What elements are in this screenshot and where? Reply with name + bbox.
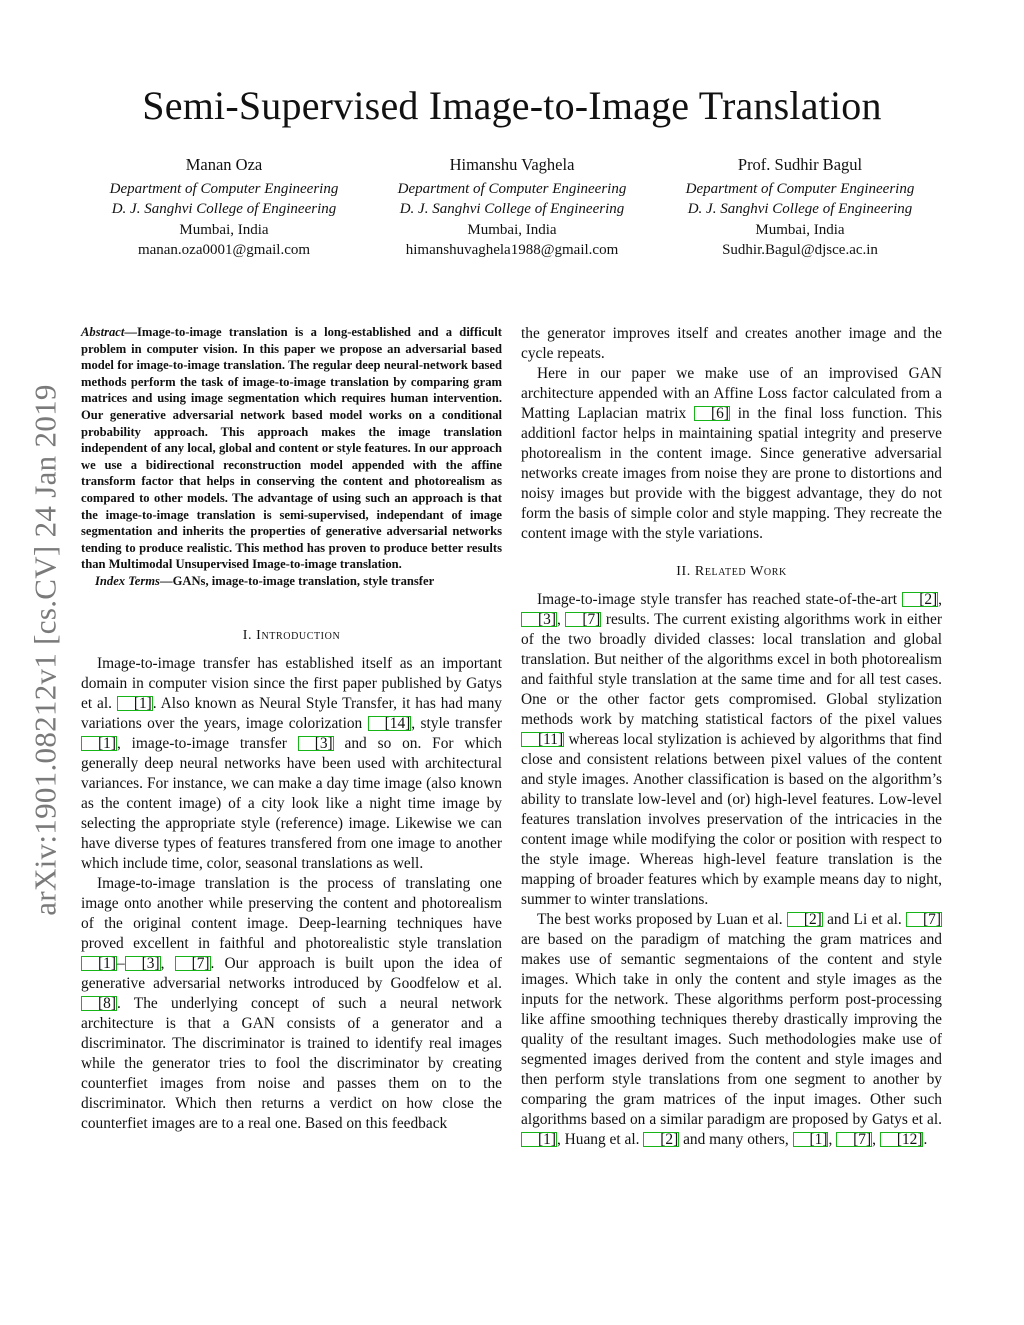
citation-link[interactable]: [7] xyxy=(175,956,211,971)
author-department: Department of Computer Engineering xyxy=(397,180,627,197)
author-department: Department of Computer Engineering xyxy=(685,180,915,197)
section-heading-related-work: II. Related Work xyxy=(676,564,787,579)
author-city: Mumbai, India xyxy=(755,221,845,238)
citation-link[interactable]: [7] xyxy=(906,912,942,927)
author-2 xyxy=(368,155,656,261)
text-run: Here in our paper we make use of an improvised GAN architecture appended with an Affine Loss factor calculated from a Matting Laplacian matrix xyxy=(521,365,942,422)
abstract-text: Image-to-image translation is a long-established and a difficult problem in computer vision. In this paper we propose an adversarial based model for image-to-image translation. The regular deep neural-network based methods perform the task of image-to-image translation by comparing gram matrices and using image segmentation which requires human intervention. Our generative adversarial network based model works on a conditional probability approach. This approach makes the image translation independent of any local, global and content or style features. In our approach we use a bidirectional reconstruction model appended with the affine transform factor that helps in conserving the content and photorealism as compared to other models. The advantage of using such an approach is that the image-to-image translation is semi-supervised, independant of image segmentation and inherits the properties of generative adversarial networks tending to produce realistic. This method has proven to produce better results than Multimodal Unsupervised Image-to-image translation. xyxy=(81,325,502,572)
intro-paragraph-1 xyxy=(81,654,502,874)
intro-paragraph-2-continued: the generator improves itself and creates another image and the cycle repeats. xyxy=(521,325,942,362)
author-email: manan.oza0001@gmail.com xyxy=(137,242,311,258)
citation-link[interactable]: [1] xyxy=(81,956,117,971)
text-run: Image-to-image translation is the process of translating one image onto another while preserving the content and photorealism of the original content image. Deep-learning techniques have proved excellent in faithful and photorealistic style translation xyxy=(81,874,502,952)
citation-link[interactable]: [3] xyxy=(298,736,334,751)
text-run: , xyxy=(828,1131,837,1148)
text-run: Image-to-image style transfer has reached state-of-the-art xyxy=(537,591,903,608)
citation-link[interactable]: [3] xyxy=(125,956,161,971)
citation-link[interactable]: [14] xyxy=(368,716,412,731)
author-name: Manan Oza xyxy=(185,155,263,174)
text-run: , xyxy=(938,591,942,608)
author-college: D. J. Sanghvi College of Engineering xyxy=(111,201,337,217)
citation-link[interactable]: [8] xyxy=(81,996,117,1011)
abstract xyxy=(81,324,502,573)
text-run: . Our approach is built upon the idea of generative adversarial networks introduced by Goodfelow et al. xyxy=(81,954,502,992)
citation-link[interactable]: [2] xyxy=(902,592,938,607)
citation-link[interactable]: [6] xyxy=(694,406,730,421)
citation-link[interactable]: [11] xyxy=(521,732,564,747)
text-run: , xyxy=(160,954,175,972)
intro-paragraph-3 xyxy=(521,364,942,544)
author-block xyxy=(80,155,944,261)
citation-link[interactable]: [2] xyxy=(787,912,823,927)
index-terms-dash: — xyxy=(159,573,173,588)
text-run: in the final loss function. This additionl factor helps in maintaining spatial integrity and preserve photorealism in the content image. Since generative adversarial networks create images from noise they are prone to distortions and noisy images but provide with the biggest advantage, they do not form the basis of simple color and style mapping. They recreate the content image with the style variations. xyxy=(521,405,942,542)
abstract-label: Abstract xyxy=(81,325,125,339)
text-run: . Also known as Neural Style Transfer, it has had many variations over the years, image colorization xyxy=(81,694,502,732)
text-run: Image-to-image transfer has established itself as an important domain in computer vision since the first paper published by Gatys et al. xyxy=(81,654,502,712)
citation-link[interactable]: [1] xyxy=(81,736,117,751)
text-run: and Li et al. xyxy=(822,911,907,928)
author-1 xyxy=(80,155,368,261)
text-run: , xyxy=(872,1131,880,1148)
citation-link[interactable]: [7] xyxy=(565,612,601,627)
text-run: , Huang et al. xyxy=(556,1131,644,1148)
citation-link[interactable]: [2] xyxy=(643,1132,679,1147)
text-run: and many others, xyxy=(679,1131,793,1148)
related-paragraph-1 xyxy=(521,590,942,910)
arxiv-identifier xyxy=(16,350,76,950)
text-run: – xyxy=(116,954,125,972)
abstract-dash: — xyxy=(124,325,137,339)
author-department: Department of Computer Engineering xyxy=(109,180,339,197)
author-city: Mumbai, India xyxy=(179,221,269,238)
author-email: Sudhir.Bagul@djsce.ac.in xyxy=(722,242,878,258)
text-run: , image-to-image transfer xyxy=(116,734,298,752)
text-run: are based on the paradigm of matching the gram matrices and makes use of semantic segmentaions of the content and style images. Which take in only the content and style images as the inputs for the network. These algorithms perform post-processing like affine smoothing techniques thereby drastically improving the quality of the resultant images. Such methodologies make use of segmented images derived from the content and style images and then perform style translations from one segment to another by comparing the gram matrices of the input images. Other such algorithms based on a similar paradigm are proposed by Gatys et al. xyxy=(521,931,942,1128)
text-run: . xyxy=(923,1131,928,1148)
text-run: , style transfer xyxy=(411,714,502,732)
author-college: D. J. Sanghvi College of Engineering xyxy=(399,201,625,217)
citation-link[interactable]: [1] xyxy=(117,696,153,711)
citation-link[interactable]: [1] xyxy=(521,1132,557,1147)
right-column xyxy=(521,324,942,1150)
author-college: D. J. Sanghvi College of Engineering xyxy=(687,201,913,217)
index-terms-text: GANs, image-to-image translation, style transfer xyxy=(172,573,435,588)
intro-paragraph-2 xyxy=(81,874,502,1134)
text-run: , xyxy=(556,611,566,628)
citation-link[interactable]: [3] xyxy=(521,612,557,627)
author-city: Mumbai, India xyxy=(467,221,557,238)
arxiv-identifier-text: arXiv:1901.08212v1 [cs.CV] 24 Jan 2019 xyxy=(28,384,64,916)
text-run: and so on. For which generally deep neural networks have been used with architectural variances. For instance, we can make a day time image (also known as the content image) of a city look like a night time image by selecting the appropriate style (reference) image. Likewise we can have diverse types of features transfered from one image to another which include time, color, seasonal translations as well. xyxy=(81,734,502,872)
text-run: whereas local stylization is achieved by algorithms that find close and consistent relations between pixel values of the content and style images. Another classification is based on the algorithm’s ability to translate low-level and (or) high-level features. Low-level features translation involves preservation of the intricacies in the content image while modifying the color or position with respect to the style image. Whereas high-level feature translation is the mapping of broader features which by example means day to night, summer to winter translations. xyxy=(521,731,942,908)
citation-link[interactable]: [12] xyxy=(880,1132,924,1147)
paper-title: Semi-Supervised Image-to-Image Translation xyxy=(142,83,882,128)
section-heading-introduction: I. Introduction xyxy=(242,627,341,643)
author-email: himanshuvaghela1988@gmail.com xyxy=(405,242,619,258)
related-paragraph-2 xyxy=(521,910,942,1150)
author-3 xyxy=(656,155,944,261)
citation-link[interactable]: [7] xyxy=(836,1132,872,1147)
left-column xyxy=(81,324,502,1134)
author-name: Himanshu Vaghela xyxy=(449,155,575,174)
index-terms-label: Index Terms xyxy=(95,573,160,588)
index-terms xyxy=(81,573,502,590)
text-run: . The underlying concept of such a neural network architecture is that a GAN consists of a generator and a discriminator. The discriminator is trained to identify real images while the generator tries to fool the discriminator by creating counterfiet images from noise and passes them on to the discriminator. Which then returns a verdict on how close the counterfiet images are to a real one. Based on this feedback xyxy=(81,994,502,1132)
author-name: Prof. Sudhir Bagul xyxy=(737,155,863,174)
citation-link[interactable]: [1] xyxy=(793,1132,829,1147)
text-run: The best works proposed by Luan et al. xyxy=(537,911,787,928)
text-run: results. The current existing algorithms work in either of the two broadly divided classes: local translation and global translation. But neither of the algorithms excel in both photorealism and faithful style translation at the same time and for all test cases. One or the other factor gets compromised. Global stylization methods work by matching statistical factors of the pixel values xyxy=(521,611,942,728)
